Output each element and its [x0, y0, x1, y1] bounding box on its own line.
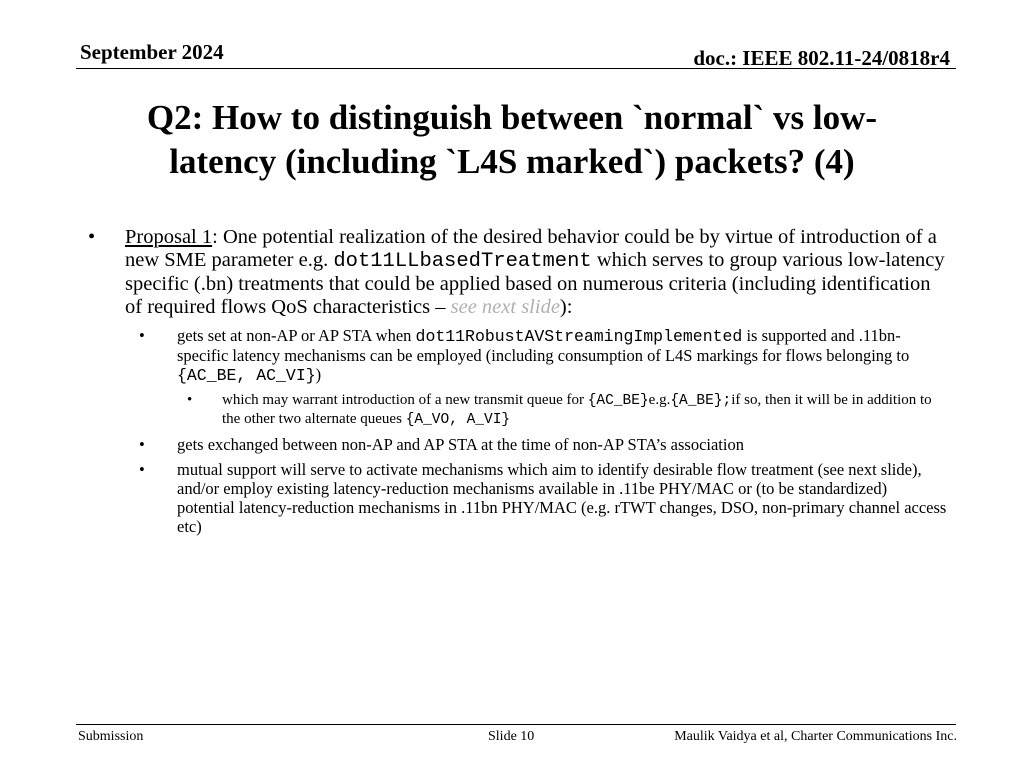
bullet-dot-icon: •: [139, 326, 145, 345]
proposal-text-1: : One potential realization of the desired behavior could be by virtue of introduction of a new SME parameter e.g.: [125, 226, 937, 271]
queue-code-3: {A_VO, A_VI}: [405, 412, 511, 428]
sub-bullet-set-code-2: {AC_BE, AC_VI}: [177, 366, 316, 385]
title-line-1: Q2: How to distinguish between `normal` vs low-: [146, 98, 878, 137]
sub-sub-bullet-queue: [88, 391, 948, 429]
proposal-text-3: ):: [559, 296, 573, 318]
sub-bullet-mutual-support-text: mutual support will serve to activate mechanisms which aim to identify desirable flow treatment (see next slide), and/or employ existing latency-reduction mechanisms available in .11be PHY/MAC or (to be standardized) potential latency-reduction mechanisms in .11bn PHY/MAC (e.g. rTWT changes, DSO, non-primary channel access etc): [177, 460, 947, 536]
sub-bullet-set-text-2: is supported and .11bn-specific latency mechanisms can be employed (including consumption of L4S markings for flows belonging to: [177, 326, 910, 365]
header-divider: [76, 68, 956, 69]
slide-title: [76, 96, 948, 184]
footer-divider: [76, 724, 956, 725]
sub-bullet-set-code: dot11RobustAVStreamingImplemented: [415, 327, 743, 346]
bullet-dot-icon: •: [139, 460, 145, 479]
sub-bullet-exchange-text: gets exchanged between non-AP and AP STA at the time of non-AP STA’s association: [177, 435, 744, 454]
queue-code-2: {A_BE};: [670, 393, 732, 409]
proposal-code-param: dot11LLbasedTreatment: [333, 250, 592, 273]
queue-text-2: e.g.: [648, 392, 671, 408]
bullet-dot-icon: •: [88, 226, 96, 248]
sub-bullet-exchange: [88, 435, 948, 454]
bullet-dot-icon: •: [139, 435, 145, 454]
slide-body: [88, 226, 948, 542]
bullet-dot-icon: •: [187, 392, 193, 408]
footer-author: Maulik Vaidya et al, Charter Communications Inc.: [674, 729, 957, 744]
footer-submission: Submission: [78, 729, 144, 744]
sub-bullet-set: [88, 326, 948, 385]
sub-bullet-set-text-1: gets set at non-AP or AP STA when: [177, 326, 416, 345]
queue-text-1: which may warrant introduction of a new transmit queue for: [222, 392, 588, 408]
sub-bullet-set-text-3: ): [315, 365, 322, 384]
bullet-proposal-1: [88, 226, 948, 319]
header-doc-id: doc.: IEEE 802.11-24/0818r4: [693, 46, 950, 70]
sub-bullet-mutual-support: [88, 460, 948, 536]
proposal-text-2: which serves to group various low-latency specific (.bn) treatments that could be applied based on numerous criteria (including identification of required flows QoS characteristics –: [125, 249, 945, 318]
proposal-label: Proposal 1: [125, 226, 213, 248]
queue-text-3: if so, then it will be in addition to the other two alternate queues: [222, 392, 932, 427]
footer-slide-number: Slide 10: [488, 729, 535, 744]
queue-code-1: {AC_BE}: [587, 393, 649, 409]
see-next-slide-link[interactable]: see next slide: [450, 296, 560, 318]
header-date: September 2024: [80, 40, 224, 64]
title-line-2: latency (including `L4S marked`) packets? (4): [169, 142, 855, 181]
